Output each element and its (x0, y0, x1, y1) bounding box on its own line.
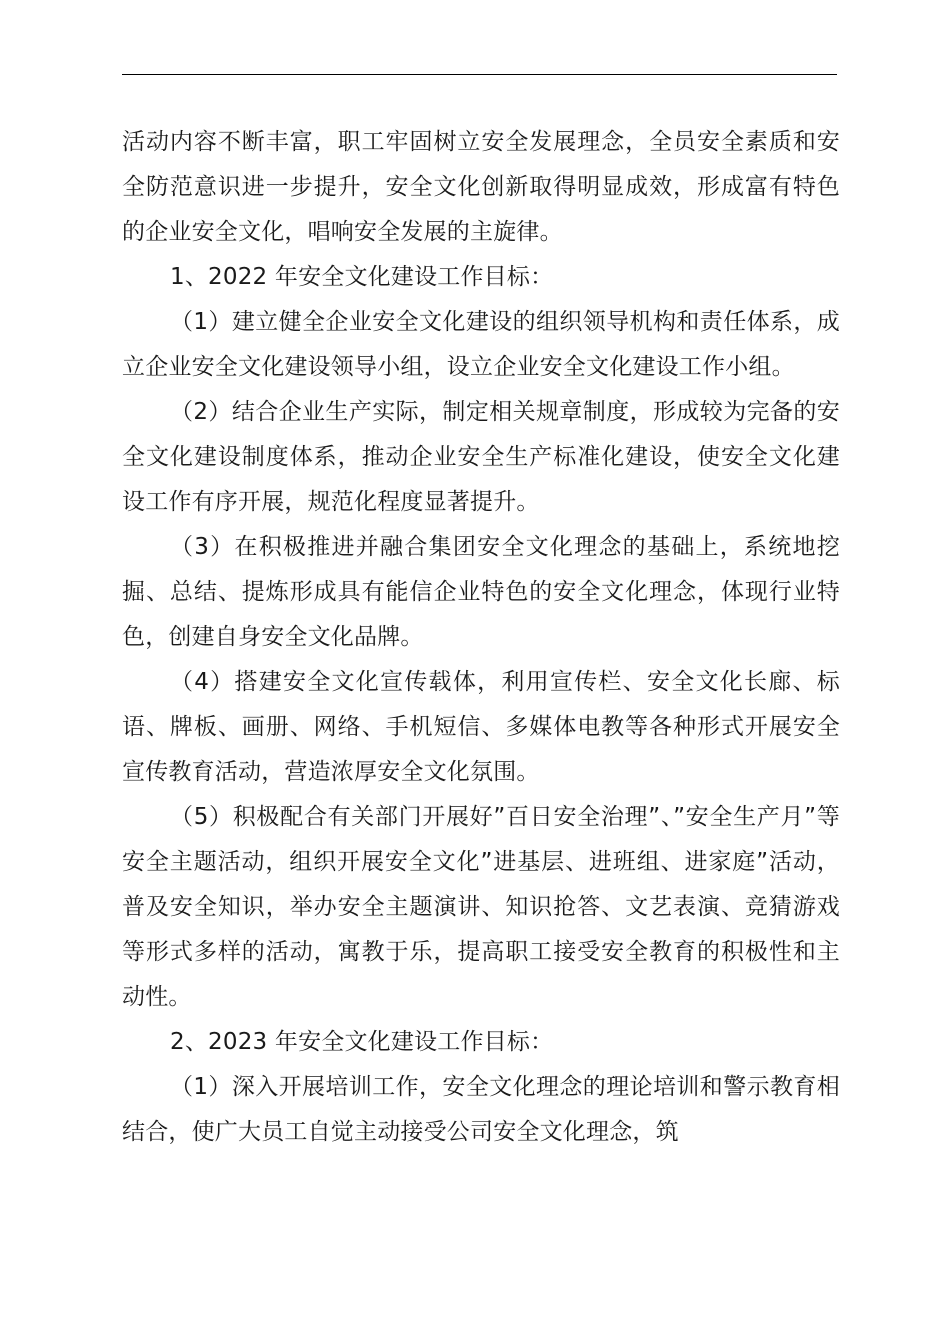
heading-2023-goals: 2、2023 年安全文化建设工作目标： (170, 1029, 554, 1055)
paragraph-2022-item-4: （4）搭建安全文化宣传载体，利用宣传栏、安全文化长廊、标语、牌板、画册、网络、手机短信、多媒体电教等各种形式开展安全宣传教育活动，营造浓厚安全文化氛围。 (122, 669, 840, 785)
heading-2022-goals: 1、2022 年安全文化建设工作目标： (170, 264, 554, 290)
paragraph-2023-item-1: （1）深入开展培训工作，安全文化理念的理论培训和警示教育相结合，使广大员工自觉主动接受公司安全文化理念，筑 (122, 1074, 840, 1145)
paragraph-2022-item-3: （3）在积极推进并融合集团安全文化理念的基础上，系统地挖掘、总结、提炼形成具有能信企业特色的安全文化理念，体现行业特色，创建自身安全文化品牌。 (122, 534, 840, 650)
paragraph-continuation: 活动内容不断丰富，职工牢固树立安全发展理念，全员安全素质和安全防范意识进一步提升，安全文化创新取得明显成效，形成富有特色的企业安全文化，唱响安全发展的主旋律。 (122, 129, 840, 245)
paragraph-2022-item-1: （1）建立健全企业安全文化建设的组织领导机构和责任体系，成立企业安全文化建设领导小组，设立企业安全文化建设工作小组。 (122, 309, 840, 380)
document-body (122, 120, 840, 1155)
paragraph-2022-item-2: （2）结合企业生产实际，制定相关规章制度，形成较为完备的安全文化建设制度体系，推动企业安全生产标准化建设，使安全文化建设工作有序开展，规范化程度显著提升。 (122, 399, 840, 515)
header-rule (122, 74, 837, 75)
paragraph-2022-item-5: （5）积极配合有关部门开展好”百日安全治理”、”安全生产月”等安全主题活动，组织开展安全文化”进基层、进班组、进家庭”活动，普及安全知识，举办安全主题演讲、知识抢答、文艺表演、竞猜游戏等形式多样的活动，寓教于乐，提高职工接受安全教育的积极性和主动性。 (122, 804, 840, 1010)
